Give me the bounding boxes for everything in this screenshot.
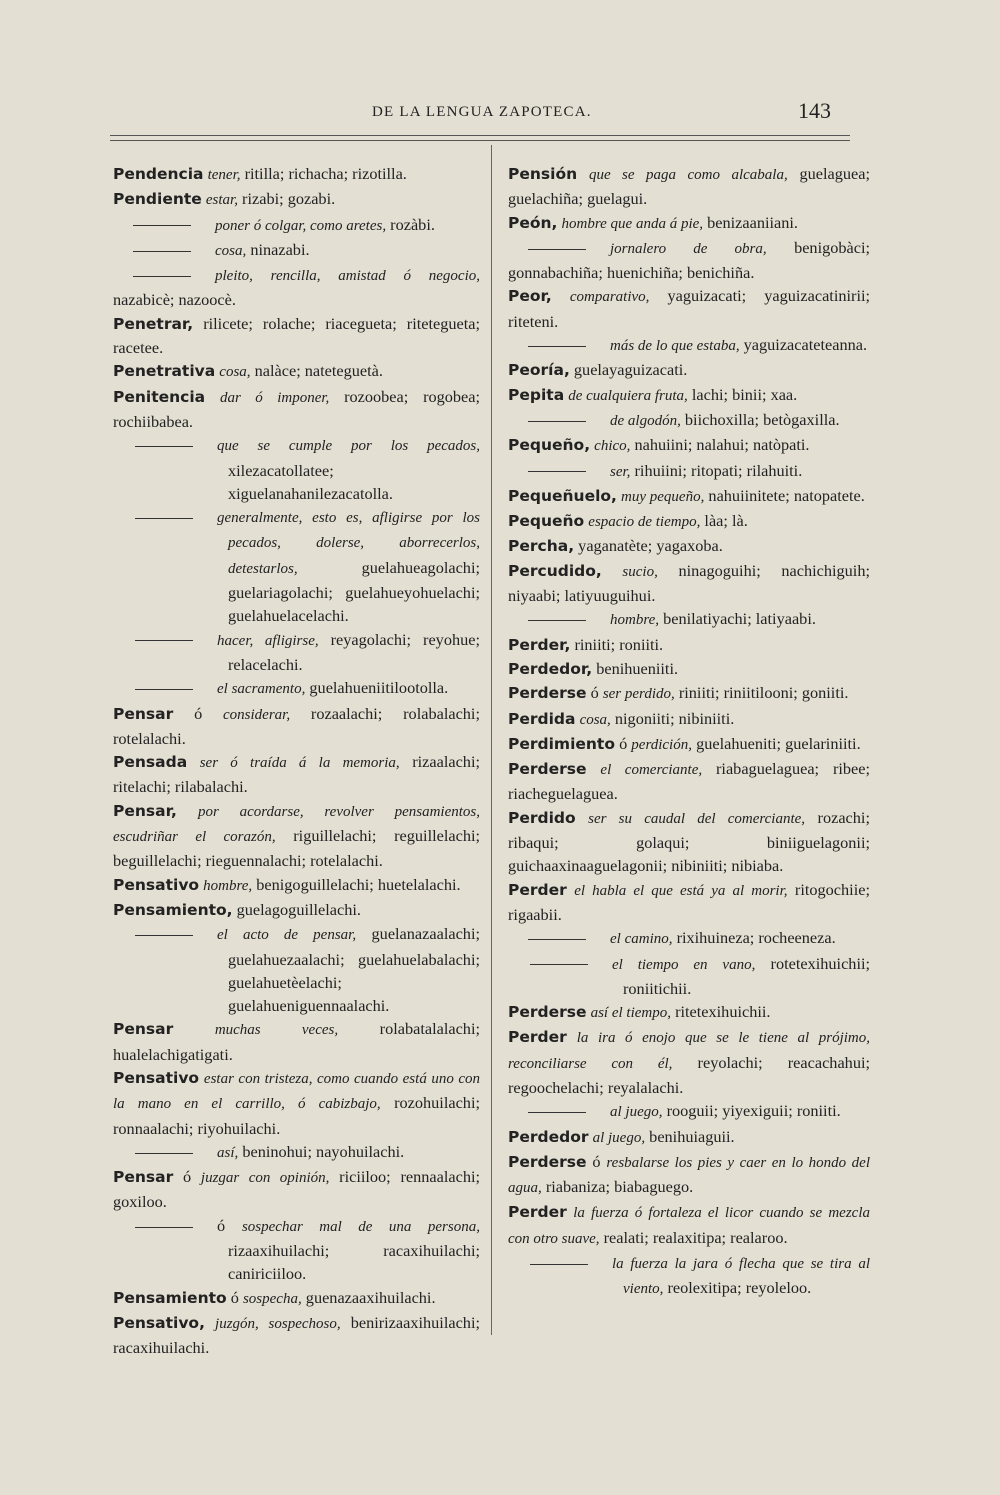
translation: nahuiinitete; natopatete.	[708, 485, 865, 505]
translation: rozoobea; rogobea; rochiibabea.	[113, 386, 481, 431]
entry	[508, 1125, 870, 1150]
translation: lachi; binii; xaa.	[691, 384, 798, 404]
translation: yaganatète; yagaxoba.	[578, 536, 723, 556]
entry	[113, 873, 480, 898]
gloss: dar ó imponer,	[219, 389, 330, 406]
translation: benirizaaxihuilachi; racaxihuilachi.	[113, 1312, 480, 1358]
entry	[113, 359, 480, 384]
entry	[508, 1025, 870, 1099]
headword: Pensamiento	[113, 1288, 227, 1307]
gloss: poner ó colgar, como aretes,	[215, 217, 387, 234]
headword: Perderse	[508, 1152, 587, 1171]
entry	[508, 681, 870, 706]
repeat-dash	[135, 518, 193, 519]
translation: làa; là.	[704, 511, 748, 531]
gloss: resbalarse los pies y caer en lo hondo del agua,	[508, 1154, 871, 1197]
entry	[113, 162, 480, 187]
repeat-dash	[528, 620, 586, 621]
entry	[508, 383, 870, 408]
translation: rozàbi.	[390, 214, 435, 234]
page-number: 143	[798, 98, 831, 123]
gloss: ser su caudal del comerciante,	[588, 810, 806, 827]
translation: guenazaaxihuilachi.	[305, 1287, 436, 1307]
entry	[113, 1017, 480, 1066]
entry	[113, 1066, 480, 1140]
headword: Pensativo	[113, 1068, 200, 1087]
headword: Perdida	[508, 709, 576, 728]
headword: Perderse	[508, 684, 587, 703]
headword: Pensar	[113, 704, 174, 723]
header-rule	[110, 135, 850, 136]
translation: benihueniiti.	[596, 658, 679, 678]
headword: Penetrar,	[113, 314, 194, 333]
entry	[113, 799, 480, 873]
sub-entry	[508, 333, 870, 358]
entry	[508, 1150, 870, 1201]
gloss: la ira ó enojo que se le tiene al prójimo, reconciliarse con él,	[508, 1030, 870, 1072]
gloss: ser,	[610, 463, 631, 480]
gloss: el camino,	[610, 931, 673, 948]
gloss: el comerciante,	[600, 762, 703, 779]
translation: realati; realaxitipa; realaroo.	[603, 1227, 788, 1247]
sub-entry	[113, 433, 480, 505]
gloss: el sacramento,	[217, 681, 306, 698]
sub-entry	[508, 236, 870, 285]
gloss: al juego,	[610, 1104, 663, 1121]
repeat-dash	[530, 1264, 588, 1265]
headword: Pequeño,	[508, 436, 591, 455]
entry	[113, 1165, 480, 1214]
repeat-dash	[528, 1112, 586, 1113]
translation: ritilla; richacha; rizotilla.	[244, 164, 407, 183]
repeat-dash	[133, 225, 191, 226]
translation: guelahueniitilootolla.	[309, 678, 449, 698]
gloss: ser perdido,	[602, 686, 675, 703]
gloss: de algodón,	[610, 412, 681, 429]
sub-entry	[113, 505, 480, 627]
repeat-dash	[528, 346, 586, 347]
headword: Perdedor,	[508, 659, 593, 678]
translation: riguillelachi; reguillelachi; beguillelachi; rieguennalachi; rotelalachi.	[113, 826, 481, 871]
sub-entry	[113, 238, 480, 263]
translation: beninohui; nayohuilachi.	[242, 1141, 405, 1161]
translation: guelayaguizacati.	[573, 360, 688, 380]
headword: Pepita	[508, 385, 565, 404]
translation: guelahueagolachi; guelariagolachi; guelahueyohuelachi; guelahuelacelachi.	[228, 557, 480, 626]
gloss: de cualquiera fruta,	[568, 387, 688, 404]
entry	[508, 284, 870, 333]
translation: rolabatalalachi; hualelachigatigati.	[113, 1019, 480, 1064]
translation: guelagoguillelachi.	[236, 899, 361, 919]
gloss: que se paga como alcabala,	[588, 167, 788, 183]
headword: Peoría,	[508, 361, 570, 380]
gloss: por acordarse, revolver pensamientos, escudriñar el corazón,	[113, 803, 480, 846]
gloss: hombre que anda á pie,	[561, 215, 704, 232]
translation: yaguizacateteanna.	[743, 335, 868, 355]
headword: Perder,	[508, 635, 571, 654]
sub-entry	[113, 1214, 480, 1286]
gloss: jornalero de obra,	[610, 240, 767, 257]
headword: Pequeño	[508, 512, 585, 531]
repeat-dash	[528, 471, 586, 472]
translation: riciiloo; rennaalachi; goxiloo.	[113, 1167, 481, 1212]
left-column	[113, 162, 480, 1360]
gloss: cosa,	[215, 242, 247, 259]
gloss: hacer, afligirse,	[217, 632, 319, 649]
translation: rizabi; gozabi.	[242, 189, 336, 209]
repeat-dash	[135, 446, 193, 447]
headword: Pendencia	[113, 165, 204, 183]
repeat-dash	[133, 251, 191, 252]
translation: nalàce; nateteguetà.	[254, 361, 383, 381]
translation: guelanazaalachi; guelahuezaalachi; guelahuelabalachi; guelahuetèelachi; guelahueniguennaalachi.	[228, 924, 480, 1016]
sub-entry	[113, 676, 480, 701]
entry	[113, 898, 480, 922]
translation: ninazabi.	[250, 239, 310, 259]
gloss: que se cumple por los pecados,	[217, 438, 480, 455]
translation: rotetexihuichii; roniitichii.	[623, 953, 871, 998]
translation: nigoniiti; nibiniiti.	[614, 708, 735, 728]
gloss: generalmente, esto es, afligirse por los pecados, dolerse, aborrecerlos, detestarlos,	[217, 510, 480, 577]
gloss: sucio,	[622, 563, 658, 580]
conjunction: ó	[592, 1151, 601, 1171]
translation: rozaalachi; rolabalachi; rotelalachi.	[113, 703, 480, 748]
gloss: el acto de pensar,	[217, 927, 357, 944]
gloss: la fuerza ó fortaleza el licor cuando se mezcla con otro suave,	[508, 1205, 870, 1247]
entry	[508, 559, 870, 608]
gloss: estar,	[205, 192, 238, 209]
repeat-dash	[528, 249, 586, 250]
entry	[508, 657, 870, 681]
entry	[508, 633, 870, 657]
translation: benizaaniiani.	[707, 212, 798, 232]
sub-entry	[113, 922, 480, 1017]
entry	[113, 187, 480, 212]
translation: riniiti; roniiti.	[574, 634, 664, 654]
translation: riniiti; riniitilooni; goniiti.	[678, 683, 849, 703]
gloss: tener,	[207, 167, 241, 183]
entry	[508, 732, 870, 757]
gloss: estar con tristeza, como cuando está uno con la mano en el carrillo, ó cabizbajo,	[113, 1070, 480, 1113]
conjunction: ó	[619, 733, 628, 753]
translation: riabaguelaguea; ribee; riacheguelaguea.	[508, 759, 871, 804]
gloss: más de lo que estaba,	[610, 338, 740, 355]
sub-entry	[113, 1140, 480, 1165]
translation: reyagolachi; reyohue; relacelachi.	[228, 629, 480, 674]
entry	[508, 1000, 870, 1025]
gloss: cosa,	[219, 364, 251, 381]
translation: riabaniza; biabaguego.	[545, 1177, 694, 1197]
translation: guelaguea; guelachiña; guelagui.	[508, 164, 871, 209]
gloss: al juego,	[592, 1129, 646, 1146]
translation: reyolachi; reacachahui; regoochelachi; reyalalachi.	[508, 1052, 871, 1097]
gloss: juzgón, sospechoso,	[215, 1315, 341, 1332]
headword: Perder	[508, 880, 567, 899]
right-column	[508, 162, 870, 1302]
translation: rixihuineza; rocheeneza.	[676, 928, 836, 948]
repeat-dash	[135, 1153, 193, 1154]
entry	[508, 757, 870, 806]
sub-entry	[113, 263, 480, 312]
gloss: cosa,	[579, 711, 611, 728]
entry	[508, 433, 870, 458]
headword: Pensativo	[113, 875, 200, 894]
translation: benigobàci; gonnabachiña; huenichiña; benichiña.	[508, 237, 871, 283]
headword: Percudido,	[508, 561, 602, 580]
entry	[508, 162, 870, 211]
repeat-dash	[135, 1227, 193, 1228]
headword: Perdedor	[508, 1127, 589, 1146]
translation: ritetexihuichii.	[675, 1002, 771, 1022]
translation: nahuiini; nalahui; natòpati.	[634, 435, 810, 455]
gloss: así,	[217, 1144, 239, 1161]
headword: Perdido	[508, 808, 576, 827]
conjunction: ó	[194, 703, 203, 723]
gloss: considerar,	[223, 706, 291, 723]
headword: Peor,	[508, 287, 552, 306]
sub-entry	[113, 213, 480, 238]
sub-entry	[508, 952, 870, 1001]
translation: ritogochiie; rigaabii.	[508, 879, 870, 924]
repeat-dash	[528, 421, 586, 422]
translation: benigoguillelachi; huetelalachi.	[256, 874, 461, 894]
entry	[508, 806, 870, 878]
conjunction: ó	[230, 1287, 239, 1307]
headword: Pequeñuelo,	[508, 486, 617, 505]
entry	[113, 1311, 480, 1360]
headword: Pensada	[113, 753, 188, 772]
gloss: el habla el que está ya al morir,	[574, 882, 788, 899]
column-divider	[491, 145, 492, 1335]
translation: rooguii; yiyexiguii; roniiti.	[666, 1101, 841, 1121]
entry	[113, 702, 480, 751]
gloss: perdición,	[631, 736, 692, 753]
repeat-dash	[528, 939, 586, 940]
entry	[508, 509, 870, 534]
headword: Penetrativa	[113, 362, 216, 381]
headword: Pensar	[113, 1168, 174, 1187]
entry	[508, 878, 870, 927]
translation: benihuiaguii.	[649, 1126, 735, 1146]
translation: biichoxilla; betògaxilla.	[684, 409, 840, 429]
translation: rozohuilachi; ronnaalachi; riyohuilachi.	[113, 1093, 480, 1138]
gloss: pleito, rencilla, amistad ó negocio,	[215, 268, 480, 285]
translation: yaguizacati; yaguizacatinirii; riteteni.	[508, 286, 871, 331]
gloss: sospechar mal de una persona,	[241, 1218, 480, 1235]
translation: nazabicè; nazoocè.	[113, 290, 236, 310]
translation: rilicete; rolache; riacegueta; ritetegueta; racetee.	[113, 313, 480, 358]
headword: Perder	[508, 1203, 567, 1222]
headword: Pensamiento,	[113, 900, 233, 919]
headword: Perdimiento	[508, 734, 615, 753]
headword: Pensativo,	[113, 1313, 205, 1332]
entry	[508, 534, 870, 558]
gloss: sospecha,	[242, 1290, 302, 1307]
gloss: ser ó traída á la memoria,	[199, 755, 400, 772]
translation: rizaaxihuilachi; racaxihuilachi; caniriciiloo.	[228, 1241, 480, 1284]
headword: Pensar	[113, 1020, 174, 1039]
headword: Perderse	[508, 760, 587, 779]
conjunction: ó	[183, 1167, 192, 1187]
translation: rozachi; ribaqui; golaqui; biniiguelagonii; guichaaxinaaguelagonii; nibiniiti; nibiaba.	[508, 807, 870, 876]
sub-entry	[508, 607, 870, 632]
sub-entry	[508, 926, 870, 951]
gloss: espacio de tiempo,	[588, 514, 701, 531]
entry	[113, 750, 480, 799]
gloss: juzgar con opinión,	[200, 1170, 330, 1187]
sub-entry	[113, 628, 480, 677]
headword: Pendiente	[113, 190, 202, 209]
translation: ninagoguihi; nachichiguih; niyaabi; latiyuuguihui.	[508, 560, 870, 606]
repeat-dash	[530, 964, 588, 965]
headword: Percha,	[508, 537, 575, 556]
entry	[508, 211, 870, 236]
gloss: chico,	[594, 438, 631, 455]
gloss: muchas veces,	[214, 1022, 339, 1039]
translation: rizaalachi; ritelachi; rilabalachi.	[113, 752, 480, 797]
sub-entry	[508, 408, 870, 433]
translation: benilatiyachi; latiyaabi.	[663, 609, 816, 629]
translation: guelahueniti; guelariniiti.	[696, 733, 861, 753]
translation: reolexitipa; reyoleloo.	[667, 1278, 812, 1298]
entry	[113, 385, 480, 434]
entry	[113, 312, 480, 360]
repeat-dash	[133, 276, 191, 277]
gloss: así el tiempo,	[590, 1005, 671, 1022]
entry	[113, 1286, 480, 1311]
entry	[508, 707, 870, 732]
gloss: hombre,	[610, 612, 660, 629]
headword: Pensar,	[113, 801, 177, 820]
gloss: hombre,	[203, 877, 253, 894]
entry	[508, 358, 870, 382]
entry	[508, 484, 870, 509]
repeat-dash	[135, 689, 193, 690]
sub-entry	[508, 1099, 870, 1124]
headword: Pensión	[508, 165, 578, 183]
translation: rihuiini; ritopati; rilahuiti.	[634, 460, 803, 480]
running-title: DE LA LENGUA ZAPOTECA.	[372, 104, 592, 120]
repeat-dash	[135, 640, 193, 641]
header-rule	[110, 140, 850, 141]
sub-entry	[508, 459, 870, 484]
gloss: la fuerza la jara ó flecha que se tira al viento,	[612, 1256, 870, 1298]
entry	[508, 1200, 870, 1251]
headword: Perder	[508, 1028, 567, 1047]
conjunction: ó	[590, 683, 599, 703]
headword: Perderse	[508, 1003, 587, 1022]
sub-entry	[508, 1251, 870, 1302]
conjunction: ó	[217, 1215, 226, 1235]
gloss: comparativo,	[569, 289, 650, 306]
gloss: el tiempo en vano,	[612, 956, 756, 973]
translation: xilezacatollatee; xiguelanahanilezacatolla.	[228, 460, 393, 503]
gloss: muy pequeño,	[621, 488, 705, 505]
headword: Peón,	[508, 213, 558, 232]
repeat-dash	[135, 935, 193, 936]
headword: Penitencia	[113, 387, 206, 406]
